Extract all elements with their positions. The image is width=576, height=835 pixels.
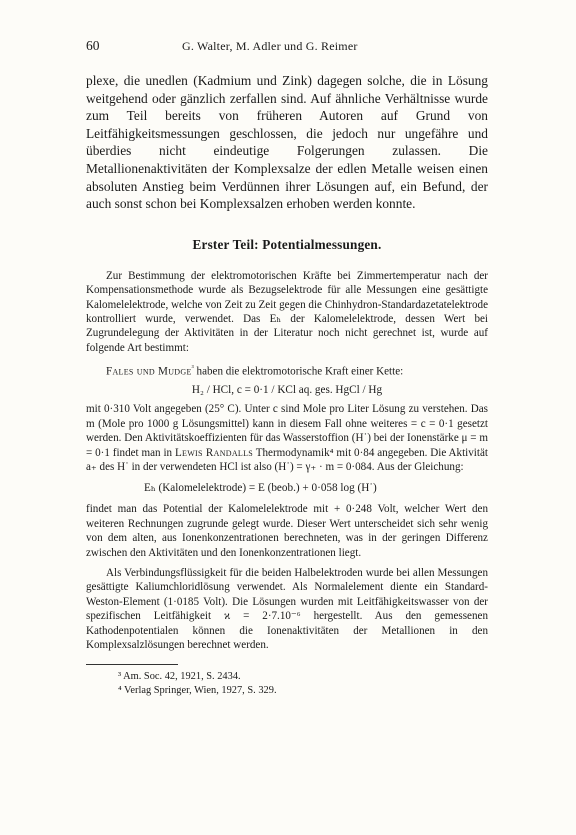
paragraph-calomel-method: Zur Bestimmung der elektromotorischen Kräfte bei Zimmertemperatur nach der Kompensationsmethode wurde als Bezugselektrode für alle Messungen eine gesättigte Kalomelelektrode, welche von Zeit zu Zeit gegen die Chinhydron-Standardazetatelektrode kontrolliert wurde, verwendet. Das Eₕ der Kalomelelektrode, dessen Wert bei Zugrundelegung der Aktivitäten in der Literatur noch nicht gerechnet ist, wurde auf folgende Art bestimmt: [86,269,488,354]
paragraph-fales-mudge-text: haben die elektromotorische Kraft einer Kette: [193,365,404,378]
paragraph-activity-text-a: mit 0·310 Volt angegeben (25° C). Unter c sind Mole pro Liter Lösung zu verstehen. Das m (Mole pro 1000 g Lösungsmittel) kann in diesem Fall ohne weiteres = c = 0·1 gesetzt werden. Den Aktivitätskoeffizienten für das Wasserstoffion (H˙) bei der Ionenstärke μ = m = 0·1 findet man in [86,403,488,459]
running-header [86,38,488,60]
formula-cell-chain: H₂ / HCl, c = 0·1 / KCl aq. ges. HgCl / Hg [191,384,383,397]
footnote-ref-3: ³ [191,364,194,373]
footnote-3: ³ Am. Soc. 42, 1921, S. 2434. [118,671,241,683]
footnote-divider [86,664,178,665]
paragraph-connecting-liquid: Als Verbindungsflüssigkeit für die beiden Halbelektroden wurde bei allen Messungen gesättigte Kaliumchloridlösung verwendet. Als Normalelement diente ein Standard-Weston-Element (1·0185 Volt). Die Lösungen wurden mit Leitfähigkeitswasser von der spezifischen Leitfähigkeit ϰ = 2·7.10⁻⁶ hergestellt. Aus den gemessenen Kathodenpotentialen können die Ionenaktivitäten der Metallionen in den Komplexsalzlösungen berechnet werden. [86,566,488,651]
cited-book-author: Lewis Randalls [174,446,254,459]
intro-paragraph: plexe, die unedlen (Kadmium und Zink) dagegen solche, die in Lösung weitgehend oder gänzlich zerfallen sind. Auf ähnliche Verhältnisse wurde zum Teil bereits von früheren Autoren auf Grund von Leitfähigkeitsmessungen geschlossen, die jedoch nur ungefähre und überdies nicht eindeutige Folgerungen zulassen. Die Metallionenaktivitäten der Komplexsalze der edlen Metalle weisen einen absoluten Anstieg beim Verdünnen ihrer Lösungen auf, ein Befund, der auch sonst schon bei Komplexsalzen erhoben werden konnte. [86,73,488,212]
section-heading: Erster Teil: Potentialmessungen. [192,236,382,252]
running-head-authors: G. Walter, M. Adler und G. Reimer [182,39,358,53]
paragraph-fales-mudge [86,361,488,379]
paragraph-activity-text-b: Thermodynamik⁴ mit 0·84 angegeben. Die Aktivität a₊ des H˙ in der verwendeten HCl ist also (H˙) = γ₊ · m = 0·084. Aus der Gleichung: [86,446,488,473]
footnote-4: ⁴ Verlag Springer, Wien, 1927, S. 329. [118,684,277,696]
cited-authors: Fales und Mudge [106,365,192,378]
paragraph-calomel-potential: findet man das Potential der Kalomelelektrode mit + 0·248 Volt, welcher Wert den weiteren Rechnungen zugrunde gelegt wurde. Dieser Wert unterscheidet sich sehr wenig von dem alten, aus Ionenkonzentrationen berechneten, was in der geringen Differenz zwischen den Aktivitäten und den Ionenkonzentrationen liegt. [86,503,488,559]
paragraph-activity [86,402,488,474]
formula-calomel-equation: Eₕ (Kalomelelektrode) = E (beob.) + 0·058 log (H˙) [144,482,377,495]
page-number: 60 [86,38,100,53]
